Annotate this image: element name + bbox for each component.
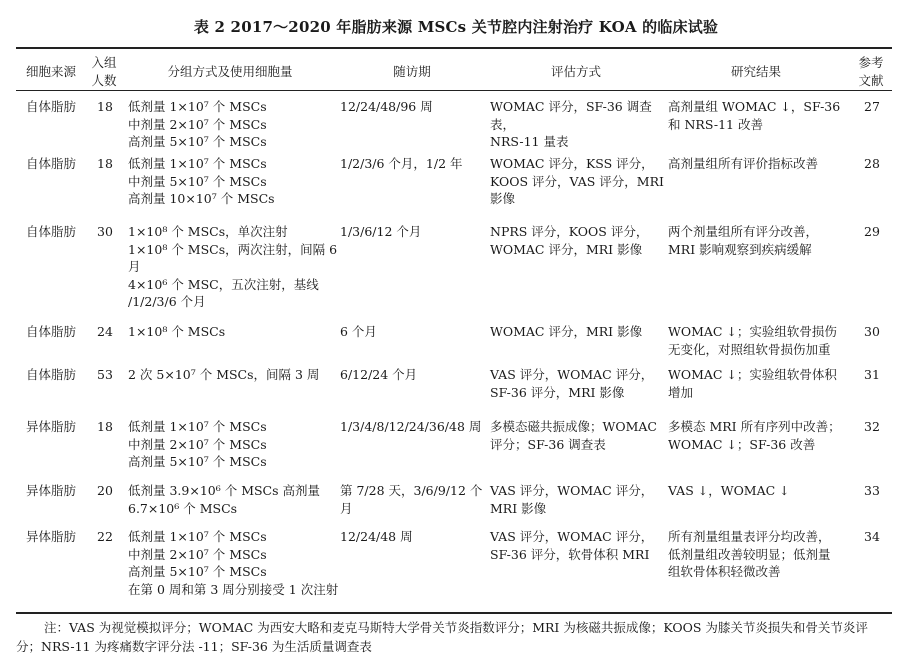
cell-grouping: 低剂量 1×10⁷ 个 MSCs 中剂量 2×10⁷ 个 MSCs 高剂量 5×10⁷ 个 MSCs 在第 0 周和第 3 周分别接受 1 次注射 (128, 529, 339, 597)
cell-grouping: 2 次 5×10⁷ 个 MSCs，间隔 3 周 (128, 367, 320, 382)
cell-ref: 33 (864, 483, 880, 498)
header-followup: 随访期 (393, 64, 431, 79)
cell-results: VAS ↓，WOMAC ↓ (668, 483, 790, 498)
cell-grouping: 低剂量 3.9×10⁶ 个 MSCs 高剂量 6.7×10⁶ 个 MSCs (128, 483, 321, 516)
cell-assessment: 多模态磁共振成像；WOMAC 评分；SF-36 调查表 (490, 419, 657, 452)
cell-n: 30 (97, 224, 113, 239)
cell-results: 高剂量组所有评价指标改善 (668, 156, 819, 171)
header-n: 入组 人数 (91, 55, 117, 88)
cell-source: 异体脂肪 (25, 529, 76, 544)
table-row (16, 482, 892, 528)
header-results: 研究结果 (730, 64, 781, 79)
cell-source: 异体脂肪 (25, 483, 76, 498)
cell-n: 53 (97, 367, 113, 382)
cell-assessment: VAS 评分，WOMAC 评分， MRI 影像 (490, 483, 654, 516)
cell-ref: 34 (864, 529, 880, 544)
cell-results: WOMAC ↓；实验组软骨损伤 无变化，对照组软骨损伤加重 (668, 324, 837, 357)
table-row (16, 366, 892, 418)
cell-results: 所有剂量组量表评分均改善， 低剂量组改善较明显；低剂量 组软骨体积轻微改善 (668, 529, 831, 579)
cell-grouping: 低剂量 1×10⁷ 个 MSCs 中剂量 2×10⁷ 个 MSCs 高剂量 5×10⁷ 个 MSCs (128, 99, 267, 149)
header-assessment: 评估方式 (550, 64, 601, 79)
cell-n: 18 (97, 156, 113, 171)
cell-source: 自体脂肪 (25, 156, 76, 171)
cell-source: 自体脂肪 (25, 99, 76, 114)
cell-n: 18 (97, 99, 113, 114)
cell-assessment: WOMAC 评分，SF-36 调查表， NRS-11 量表 (490, 99, 652, 149)
cell-results: 高剂量组 WOMAC ↓，SF-36 和 NRS-11 改善 (668, 99, 841, 132)
cell-source: 异体脂肪 (25, 419, 76, 434)
table-row (16, 92, 892, 155)
cell-assessment: WOMAC 评分，KSS 评分， KOOS 评分，VAS 评分，MRI 影像 (490, 156, 664, 206)
cell-grouping: 低剂量 1×10⁷ 个 MSCs 中剂量 5×10⁷ 个 MSCs 高剂量 10×10⁷ 个 MSCs (128, 156, 275, 206)
header-source: 细胞来源 (25, 64, 76, 79)
cell-results: 多模态 MRI 所有序列中改善； WOMAC ↓；SF-36 改善 (668, 419, 841, 452)
bottom-rule (16, 612, 892, 614)
cell-source: 自体脂肪 (25, 367, 76, 382)
cell-ref: 27 (864, 99, 880, 114)
table-footnote: 注：VAS 为视觉模拟评分；WOMAC 为西安大略和麦克马斯特大学骨关节炎指数评分；MRI 为核磁共振成像；KOOS 为膝关节炎损失和骨关节炎评分；NRS-11 为疼痛数字评分法 -11；SF-36 为生活质量调查表 (16, 620, 868, 654)
table-row (16, 155, 892, 223)
cell-followup: 1/3/4/8/12/24/36/48 周 (340, 419, 482, 434)
cell-assessment: WOMAC 评分，MRI 影像 (490, 324, 643, 339)
cell-followup: 第 7/28 天，3/6/9/12 个月 (340, 483, 483, 516)
top-rule (16, 47, 892, 49)
cell-assessment: NPRS 评分，KOOS 评分， WOMAC 评分，MRI 影像 (490, 224, 649, 257)
cell-grouping: 低剂量 1×10⁷ 个 MSCs 中剂量 2×10⁷ 个 MSCs 高剂量 5×10⁷ 个 MSCs (128, 419, 267, 469)
cell-n: 22 (97, 529, 113, 544)
table-row (16, 223, 892, 323)
table-title: 表 2 2017～2020 年脂肪来源 MSCs 关节腔内注射治疗 KOA 的临床试验 (193, 18, 719, 36)
cell-ref: 29 (864, 224, 880, 239)
header-grouping: 分组方式及使用细胞量 (167, 64, 293, 79)
cell-n: 24 (97, 324, 113, 339)
cell-followup: 6 个月 (340, 324, 377, 339)
cell-followup: 12/24/48/96 周 (340, 99, 433, 114)
cell-results: 两个剂量组所有评分改善， MRI 影响观察到疾病缓解 (668, 224, 819, 257)
cell-assessment: VAS 评分，WOMAC 评分， SF-36 评分，软骨体积 MRI (490, 529, 654, 562)
header-ref: 参考 文献 (858, 55, 884, 88)
cell-grouping: 1×10⁸ 个 MSCs (128, 324, 226, 339)
header-rule (16, 90, 892, 91)
table-row (16, 323, 892, 366)
cell-followup: 1/3/6/12 个月 (340, 224, 422, 239)
table-row (16, 528, 892, 602)
cell-followup: 6/12/24 个月 (340, 367, 418, 382)
cell-source: 自体脂肪 (25, 324, 76, 339)
cell-n: 18 (97, 419, 113, 434)
trials-table (16, 92, 892, 602)
cell-grouping: 1×10⁸ 个 MSCs，单次注射 1×10⁸ 个 MSCs，两次注射，间隔 6 月 4×10⁶ 个 MSC，五次注射，基线 /1/2/3/6 个月 (128, 224, 338, 309)
cell-n: 20 (97, 483, 113, 498)
cell-ref: 32 (864, 419, 880, 434)
cell-followup: 1/2/3/6 个月，1/2 年 (340, 156, 463, 171)
table-row (16, 418, 892, 482)
cell-results: WOMAC ↓；实验组软骨体积 增加 (668, 367, 837, 400)
cell-ref: 30 (864, 324, 880, 339)
cell-followup: 12/24/48 周 (340, 529, 413, 544)
cell-source: 自体脂肪 (25, 224, 76, 239)
cell-ref: 28 (864, 156, 880, 171)
cell-ref: 31 (864, 367, 880, 382)
cell-assessment: VAS 评分，WOMAC 评分， SF-36 评分，MRI 影像 (490, 367, 654, 400)
